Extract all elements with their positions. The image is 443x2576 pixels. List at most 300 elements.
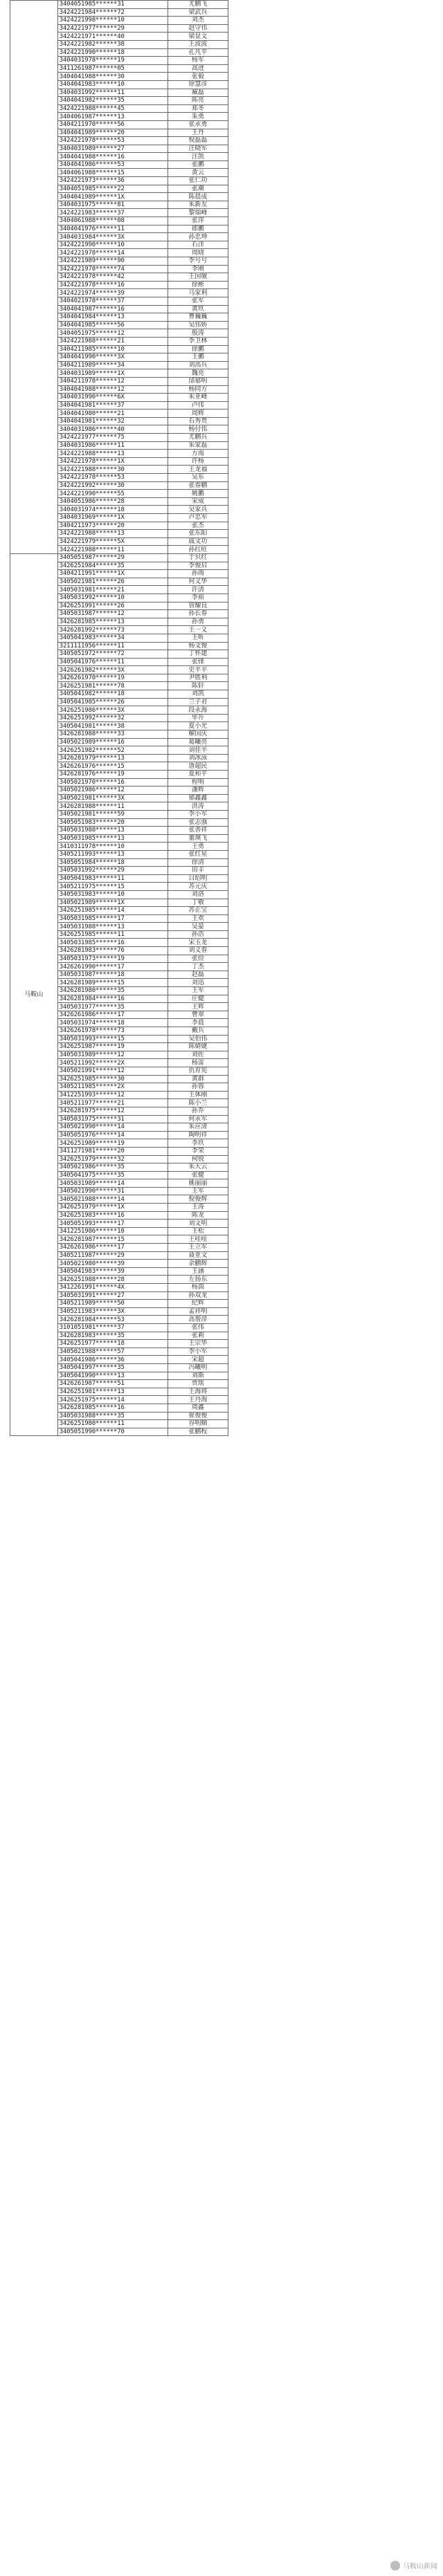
id-number-cell: 3426251992******32: [57, 714, 168, 722]
name-cell: 王波波: [168, 40, 228, 48]
id-number-cell: 3211111956******11: [57, 642, 168, 650]
id-number-cell: 3404211985******10: [57, 345, 168, 353]
id-number-cell: 3404041988******30: [57, 73, 168, 81]
id-number-cell: 3405031987******18: [57, 970, 168, 979]
name-cell: 史平平: [168, 666, 228, 674]
name-cell: 李裕: [168, 594, 228, 602]
name-cell: 朱亚峰: [168, 394, 228, 402]
name-cell: 周晓: [168, 249, 228, 257]
id-number-cell: 3404211991******1X: [57, 570, 168, 578]
name-cell: 张红星: [168, 850, 228, 858]
id-number-cell: 3424221988******13: [57, 450, 168, 458]
name-cell: 张健: [168, 1171, 228, 1179]
id-number-cell: 3426281983******76: [57, 947, 168, 955]
id-number-cell: 3404051986******28: [57, 497, 168, 506]
id-number-cell: 3424221998******10: [57, 17, 168, 25]
name-cell: 汪凯: [168, 153, 228, 161]
name-cell: 王一义: [168, 626, 228, 634]
name-cell: 李刚: [168, 265, 228, 273]
id-number-cell: 3424221990******55: [57, 490, 168, 498]
id-number-cell: 3405211987******29: [57, 1251, 168, 1260]
id-number-cell: 3405051993******17: [57, 1220, 168, 1228]
id-number-cell: 3404061987******13: [57, 113, 168, 121]
name-cell: 左扬东: [168, 1276, 228, 1284]
id-number-cell: 3405031991******27: [57, 1291, 168, 1300]
name-cell: 王宗华: [168, 1340, 228, 1348]
name-cell: 陈龙: [168, 1211, 228, 1220]
name-cell: 孙浩: [168, 930, 228, 939]
id-number-cell: 3405021981******59: [57, 810, 168, 818]
name-cell: 姚丽丽: [168, 1179, 228, 1188]
id-number-cell: 3426251981******78: [57, 682, 168, 690]
name-cell: 刘冰泳: [168, 754, 228, 762]
name-cell: 田丰: [168, 867, 228, 875]
name-cell: 刘佳平: [168, 746, 228, 755]
id-number-cell: 3424221977******75: [57, 434, 168, 442]
name-cell: 刘迅: [168, 979, 228, 987]
id-number-cell: 3405021986******35: [57, 1163, 168, 1172]
name-cell: 张杰: [168, 522, 228, 530]
id-number-cell: 3424221973******36: [57, 177, 168, 185]
name-cell: 尹胜利: [168, 674, 228, 682]
name-cell: 吴伯伟: [168, 1035, 228, 1043]
id-number-cell: 3404041982******35: [57, 97, 168, 105]
name-cell: 郎鹏: [168, 225, 228, 233]
name-cell: 聂亚文: [168, 1251, 228, 1260]
id-number-cell: 3424221988******21: [57, 337, 168, 345]
id-number-cell: 3404031986******11: [57, 441, 168, 450]
id-number-cell: 3405031977******35: [57, 1003, 168, 1011]
id-number-cell: 3426251979******32: [57, 1155, 168, 1163]
id-number-cell: 3405051983******20: [57, 818, 168, 827]
id-number-cell: 3424221983******37: [57, 209, 168, 217]
id-number-cell: 3426261976******15: [57, 762, 168, 771]
name-cell: 梁武兵: [168, 8, 228, 17]
name-cell: 孙红旺: [168, 546, 228, 554]
name-cell: 刘杰: [168, 17, 228, 25]
id-number-cell: 3412261991******4X: [57, 1284, 168, 1292]
name-cell: 管耀良: [168, 602, 228, 610]
name-cell: 王丹: [168, 129, 228, 137]
id-number-cell: 3404041986******53: [57, 160, 168, 169]
name-cell: 刘义春: [168, 947, 228, 955]
id-number-cell: 3405041976******11: [57, 658, 168, 666]
id-number-cell: 3404211989******34: [57, 361, 168, 369]
id-number-cell: 3424221978******1X: [57, 457, 168, 466]
name-cell: 陶明祥: [168, 1131, 228, 1139]
name-cell: 石秀贵: [168, 417, 228, 425]
id-number-cell: 3404041988******12: [57, 385, 168, 394]
id-number-cell: 3426251986******3X: [57, 706, 168, 715]
id-number-cell: 3405031989******12: [57, 1051, 168, 1059]
name-cell: 宋成: [168, 497, 228, 506]
id-number-cell: 3424221979******5X: [57, 537, 168, 546]
id-number-cell: 3426251975******14: [57, 1396, 168, 1404]
name-cell: 苏正宝: [168, 907, 228, 915]
name-cell: 张鹏: [168, 160, 228, 169]
id-number-cell: 3424221988******13: [57, 530, 168, 538]
name-cell: 马家利: [168, 289, 228, 297]
name-cell: 殷涛: [168, 329, 228, 338]
name-cell: 丁怀建: [168, 650, 228, 659]
name-cell: 陈亮: [168, 97, 228, 105]
name-cell: 孟祥明: [168, 1307, 228, 1316]
name-cell: 张俭: [168, 955, 228, 963]
id-number-cell: 3426281983******35: [57, 1332, 168, 1340]
name-cell: 魏亮: [168, 369, 228, 378]
id-number-cell: 3426251985******30: [57, 1075, 168, 1083]
id-number-cell: 3404031974******18: [57, 506, 168, 514]
name-cell: 张春鹏: [168, 481, 228, 490]
name-cell: 卢伟: [168, 401, 228, 410]
id-number-cell: 3405041983******34: [57, 634, 168, 642]
id-number-cell: 3424221989******90: [57, 257, 168, 266]
id-number-cell: 3424221978******53: [57, 474, 168, 482]
id-number-cell: 3404061988******08: [57, 217, 168, 226]
name-cell: 陈婧婕: [168, 1043, 228, 1051]
name-cell: 徐清: [168, 858, 228, 867]
id-number-cell: 3404041984******13: [57, 313, 168, 322]
watermark-text: 马鞍山新闻: [403, 2563, 437, 2570]
name-cell: 梁显文: [168, 33, 228, 41]
name-cell: 崔俊俊: [168, 1412, 228, 1420]
name-cell: 张仁功: [168, 177, 228, 185]
name-cell: 王海将: [168, 1388, 228, 1396]
id-number-cell: 3426251991******26: [57, 602, 168, 610]
id-number-cell: 3424221978******14: [57, 249, 168, 257]
name-cell: 纪辉: [168, 1300, 228, 1308]
id-number-cell: 3405051987******29: [57, 553, 168, 562]
id-number-cell: 3426281980******35: [57, 987, 168, 995]
name-cell: 杨茵: [168, 1284, 228, 1292]
name-cell: 张莉: [168, 1332, 228, 1340]
id-number-cell: 3426251981******13: [57, 1388, 168, 1396]
id-number-cell: 3426281989******15: [57, 979, 168, 987]
id-number-cell: 3426251977******18: [57, 1340, 168, 1348]
id-number-cell: 3424221988******11: [57, 546, 168, 554]
id-number-cell: 3404041988******16: [57, 153, 168, 161]
name-cell: 杨同方: [168, 385, 228, 394]
id-number-cell: 3405211977******21: [57, 1099, 168, 1107]
id-number-cell: 3424221978******16: [57, 281, 168, 289]
name-cell: 庄健: [168, 995, 228, 1003]
id-number-cell: 3424221984******72: [57, 8, 168, 17]
name-cell: 董瑛飞: [168, 834, 228, 843]
name-cell: 赵守伟: [168, 24, 228, 33]
id-number-cell: 3426251985******11: [57, 930, 168, 939]
id-number-cell: 3404041989******20: [57, 129, 168, 137]
id-number-cell: 3426281992******73: [57, 626, 168, 634]
name-cell: 周辉: [168, 410, 228, 418]
id-number-cell: 3404041980******21: [57, 410, 168, 418]
id-number-cell: 3405041997******35: [57, 1363, 168, 1372]
name-cell: 兰子君: [168, 698, 228, 706]
id-number-cell: 3405211985******2X: [57, 1083, 168, 1092]
id-number-cell: 3405031981******21: [57, 586, 168, 594]
id-number-cell: 3426281975******12: [57, 1107, 168, 1115]
id-number-cell: 3424221990******10: [57, 241, 168, 249]
id-number-cell: 3405021990******31: [57, 1187, 168, 1195]
name-cell: 朱大云: [168, 1163, 228, 1172]
id-number-cell: 3405031993******15: [57, 1035, 168, 1043]
id-number-cell: 3426251984******35: [57, 562, 168, 570]
name-cell: 孙蓉: [168, 1083, 228, 1092]
name-cell: 方雨: [168, 450, 228, 458]
area-cell: [10, 1, 58, 554]
id-number-cell: 3404041987******16: [57, 305, 168, 313]
id-number-cell: 3426281985******16: [57, 1404, 168, 1412]
name-cell: 吴家兵: [168, 506, 228, 514]
id-number-cell: 3424221988******30: [57, 466, 168, 474]
id-number-cell: 3405021988******57: [57, 1347, 168, 1356]
id-number-cell: 3404211973******20: [57, 522, 168, 530]
id-number-cell: 3426251985******14: [57, 907, 168, 915]
id-number-cell: 3405031992******10: [57, 594, 168, 602]
name-cell: 苏元庆: [168, 883, 228, 891]
name-cell: 洪涛: [168, 802, 228, 811]
name-cell: 杨付伟: [168, 425, 228, 434]
name-cell: 何义华: [168, 578, 228, 586]
name-cell: 王辉: [168, 1003, 228, 1011]
id-number-cell: 3404051975******12: [57, 329, 168, 338]
name-cell: 尤鹏兵: [168, 434, 228, 442]
name-cell: 宋超: [168, 1356, 228, 1364]
name-cell: 于贝红: [168, 553, 228, 562]
id-number-cell: 3405031988******13: [57, 827, 168, 835]
id-number-cell: 3410311978******10: [57, 843, 168, 851]
name-cell: 张善祥: [168, 827, 228, 835]
name-cell: 张伟: [168, 1323, 228, 1332]
id-number-cell: 3405021989******1X: [57, 899, 168, 907]
name-cell: 王军: [168, 1187, 228, 1195]
name-cell: 吕绍明: [168, 874, 228, 883]
table-row: [10, 553, 228, 562]
id-number-cell: 3412251986******10: [57, 1227, 168, 1235]
name-cell: 郑冬: [168, 104, 228, 113]
name-cell: 李小军: [168, 1347, 228, 1356]
name-cell: 杨雷: [168, 1059, 228, 1067]
id-number-cell: 3424221990******18: [57, 48, 168, 57]
name-cell: 黎瑞峰: [168, 209, 228, 217]
name-cell: 余鹏辉: [168, 1260, 228, 1268]
name-cell: 丁敬: [168, 899, 228, 907]
name-cell: 张毅: [168, 73, 228, 81]
name-cell: 刘洛: [168, 890, 228, 899]
id-number-cell: 3404051985******31: [57, 1, 168, 9]
roster-body: [10, 1, 228, 1436]
name-cell: 张锋: [168, 658, 228, 666]
id-number-cell: 3424221992******30: [57, 481, 168, 490]
name-cell: 尤鹏飞: [168, 1, 228, 9]
name-cell: 宋玉龙: [168, 939, 228, 947]
name-cell: 汪晓军: [168, 145, 228, 153]
id-number-cell: 3426251983******16: [57, 1211, 168, 1220]
name-cell: 王龙福: [168, 466, 228, 474]
id-number-cell: 3405031988******35: [57, 1412, 168, 1420]
name-cell: 李俊启: [168, 562, 228, 570]
id-number-cell: 3405041986******36: [57, 1356, 168, 1364]
name-cell: 朱勇: [168, 113, 228, 121]
name-cell: 孙勇: [168, 618, 228, 626]
id-number-cell: 3405041983******39: [57, 1267, 168, 1276]
id-number-cell: 3411261987******05: [57, 64, 168, 73]
name-cell: 王鹏: [168, 353, 228, 362]
id-number-cell: 3404031992******11: [57, 89, 168, 97]
area-cell: 马鞍山: [10, 553, 58, 1435]
name-cell: 臧磊: [168, 89, 228, 97]
id-number-cell: 3411271981******20: [57, 1147, 168, 1155]
id-number-cell: 3426281988******33: [57, 730, 168, 739]
id-number-cell: 3405041981******38: [57, 722, 168, 730]
name-cell: 赵磊: [168, 970, 228, 979]
name-cell: 曹翠: [168, 1011, 228, 1019]
id-number-cell: 3426281984******16: [57, 995, 168, 1003]
id-number-cell: 3404031989******1X: [57, 369, 168, 378]
name-cell: 仇育宪: [168, 1067, 228, 1075]
name-cell: 郁鑫鑫: [168, 794, 228, 802]
name-cell: 朱新友: [168, 201, 228, 209]
name-cell: 张志强: [168, 818, 228, 827]
id-number-cell: 3426261978******73: [57, 1027, 168, 1036]
name-cell: 毕升: [168, 714, 228, 722]
name-cell: 葛曦亮: [168, 738, 228, 746]
id-number-cell: 3405041983******11: [57, 874, 168, 883]
name-cell: 王涛: [168, 1204, 228, 1212]
name-cell: 李晨: [168, 1019, 228, 1027]
name-cell: 王立军: [168, 1244, 228, 1252]
id-number-cell: 3426261990******17: [57, 963, 168, 971]
id-number-cell: 3405021981******26: [57, 578, 168, 586]
name-cell: 朱家磊: [168, 441, 228, 450]
name-cell: 刘文明: [168, 1220, 228, 1228]
id-number-cell: 3426251987******19: [57, 1043, 168, 1051]
name-cell: 王昕: [168, 634, 228, 642]
name-cell: 吴伟娇: [168, 321, 228, 329]
id-number-cell: 3424221974******39: [57, 289, 168, 297]
id-number-cell: 3405041990******13: [57, 1372, 168, 1380]
id-number-cell: 3405041982******18: [57, 690, 168, 699]
id-number-cell: 3405031973******19: [57, 955, 168, 963]
id-number-cell: 3405031983******10: [57, 890, 168, 899]
id-number-cell: 3426251989******19: [57, 1139, 168, 1148]
name-cell: 徐鹏: [168, 345, 228, 353]
id-number-cell: 3405041985******26: [57, 698, 168, 706]
id-number-cell: 3404041985******56: [57, 321, 168, 329]
name-cell: 丁杰: [168, 963, 228, 971]
id-number-cell: 3426281988******11: [57, 802, 168, 811]
id-number-cell: 3426281979******13: [57, 754, 168, 762]
id-number-cell: 3405021990******14: [57, 1123, 168, 1132]
id-number-cell: 3404031990******6X: [57, 394, 168, 402]
id-number-cell: 3426251988******28: [57, 1276, 168, 1284]
name-cell: 卢忠军: [168, 514, 228, 522]
id-number-cell: 3424221971******40: [57, 33, 168, 41]
id-number-cell: 3404031969******1X: [57, 514, 168, 522]
name-cell: 夏小光: [168, 722, 228, 730]
name-cell: 李卫林: [168, 337, 228, 345]
id-number-cell: 3426281987******15: [57, 1235, 168, 1244]
id-number-cell: 3405051984******18: [57, 858, 168, 867]
name-cell: 刘斯: [168, 1372, 228, 1380]
name-cell: 孔凡平: [168, 48, 228, 57]
name-cell: 徐慧彦: [168, 80, 228, 89]
name-cell: 张萍: [168, 217, 228, 226]
id-number-cell: 3404041983******10: [57, 80, 168, 89]
id-number-cell: 3405021989******16: [57, 738, 168, 746]
name-cell: 孙乔: [168, 1107, 228, 1115]
name-cell: 王国敏: [168, 273, 228, 282]
id-number-cell: 3412251993******12: [57, 1091, 168, 1099]
name-cell: 黄玖: [168, 305, 228, 313]
id-number-cell: 3405021991******12: [57, 1067, 168, 1075]
id-number-cell: 3405021986******12: [57, 786, 168, 795]
id-number-cell: 3424221988******45: [57, 104, 168, 113]
name-cell: 王体刚: [168, 1091, 228, 1099]
id-number-cell: 3404211970******56: [57, 120, 168, 129]
name-cell: 冯曦明: [168, 1363, 228, 1372]
name-cell: 孙长春: [168, 610, 228, 618]
name-cell: 王欢: [168, 914, 228, 923]
name-cell: 倪俊辉: [168, 1195, 228, 1204]
id-number-cell: 3426261982******3X: [57, 666, 168, 674]
id-number-cell: 3405041975******35: [57, 1171, 168, 1179]
name-cell: 程明: [168, 778, 228, 786]
id-number-cell: 3426281984******53: [57, 1316, 168, 1324]
id-number-cell: 3424221982******38: [57, 40, 168, 48]
id-number-cell: 3426261986******17: [57, 1011, 168, 1019]
id-number-cell: 3405211993******13: [57, 850, 168, 858]
name-cell: 黄群: [168, 1075, 228, 1083]
id-number-cell: 3404211978******12: [57, 377, 168, 385]
name-cell: 夏和平: [168, 771, 228, 779]
name-cell: 张军: [168, 297, 228, 305]
logo-icon: [390, 2561, 400, 2570]
name-cell: 徐彬: [168, 281, 228, 289]
id-number-cell: 3405031987******12: [57, 610, 168, 618]
id-number-cell: 3426251979******1X: [57, 1204, 168, 1212]
id-number-cell: 3101051981******37: [57, 1323, 168, 1332]
id-number-cell: 3405051976******14: [57, 1131, 168, 1139]
id-number-cell: 3405021970******16: [57, 778, 168, 786]
id-number-cell: 3426281976******19: [57, 771, 168, 779]
name-cell: 许杨: [168, 457, 228, 466]
id-number-cell: 3404061988******15: [57, 169, 168, 177]
name-cell: 何永军: [168, 1115, 228, 1123]
name-cell: 张东阳: [168, 530, 228, 538]
name-cell: 潘辉: [168, 786, 228, 795]
id-number-cell: 3404051985******22: [57, 185, 168, 193]
name-cell: 贾瑶: [168, 1380, 228, 1388]
name-cell: 张永勇: [168, 120, 228, 129]
name-cell: 王军: [168, 987, 228, 995]
id-number-cell: 3405021980******39: [57, 1260, 168, 1268]
id-number-cell: 3405051990******70: [57, 1428, 168, 1436]
id-number-cell: 3404031978******19: [57, 57, 168, 65]
name-cell: 解国庆: [168, 730, 228, 739]
id-number-cell: 3404031975******81: [57, 201, 168, 209]
name-cell: 刘凯: [168, 690, 228, 699]
name-cell: 吴东: [168, 474, 228, 482]
id-number-cell: 3404031984******3X: [57, 233, 168, 241]
id-number-cell: 3424221978******74: [57, 265, 168, 273]
id-number-cell: 3426261987******51: [57, 1380, 168, 1388]
id-number-cell: 3426261970******19: [57, 674, 168, 682]
name-cell: 段永海: [168, 706, 228, 715]
id-number-cell: 3405021988******14: [57, 1195, 168, 1204]
name-cell: 周鑫: [168, 1404, 228, 1412]
id-number-cell: 3405031985******17: [57, 914, 168, 923]
name-cell: 李荣: [168, 1147, 228, 1155]
